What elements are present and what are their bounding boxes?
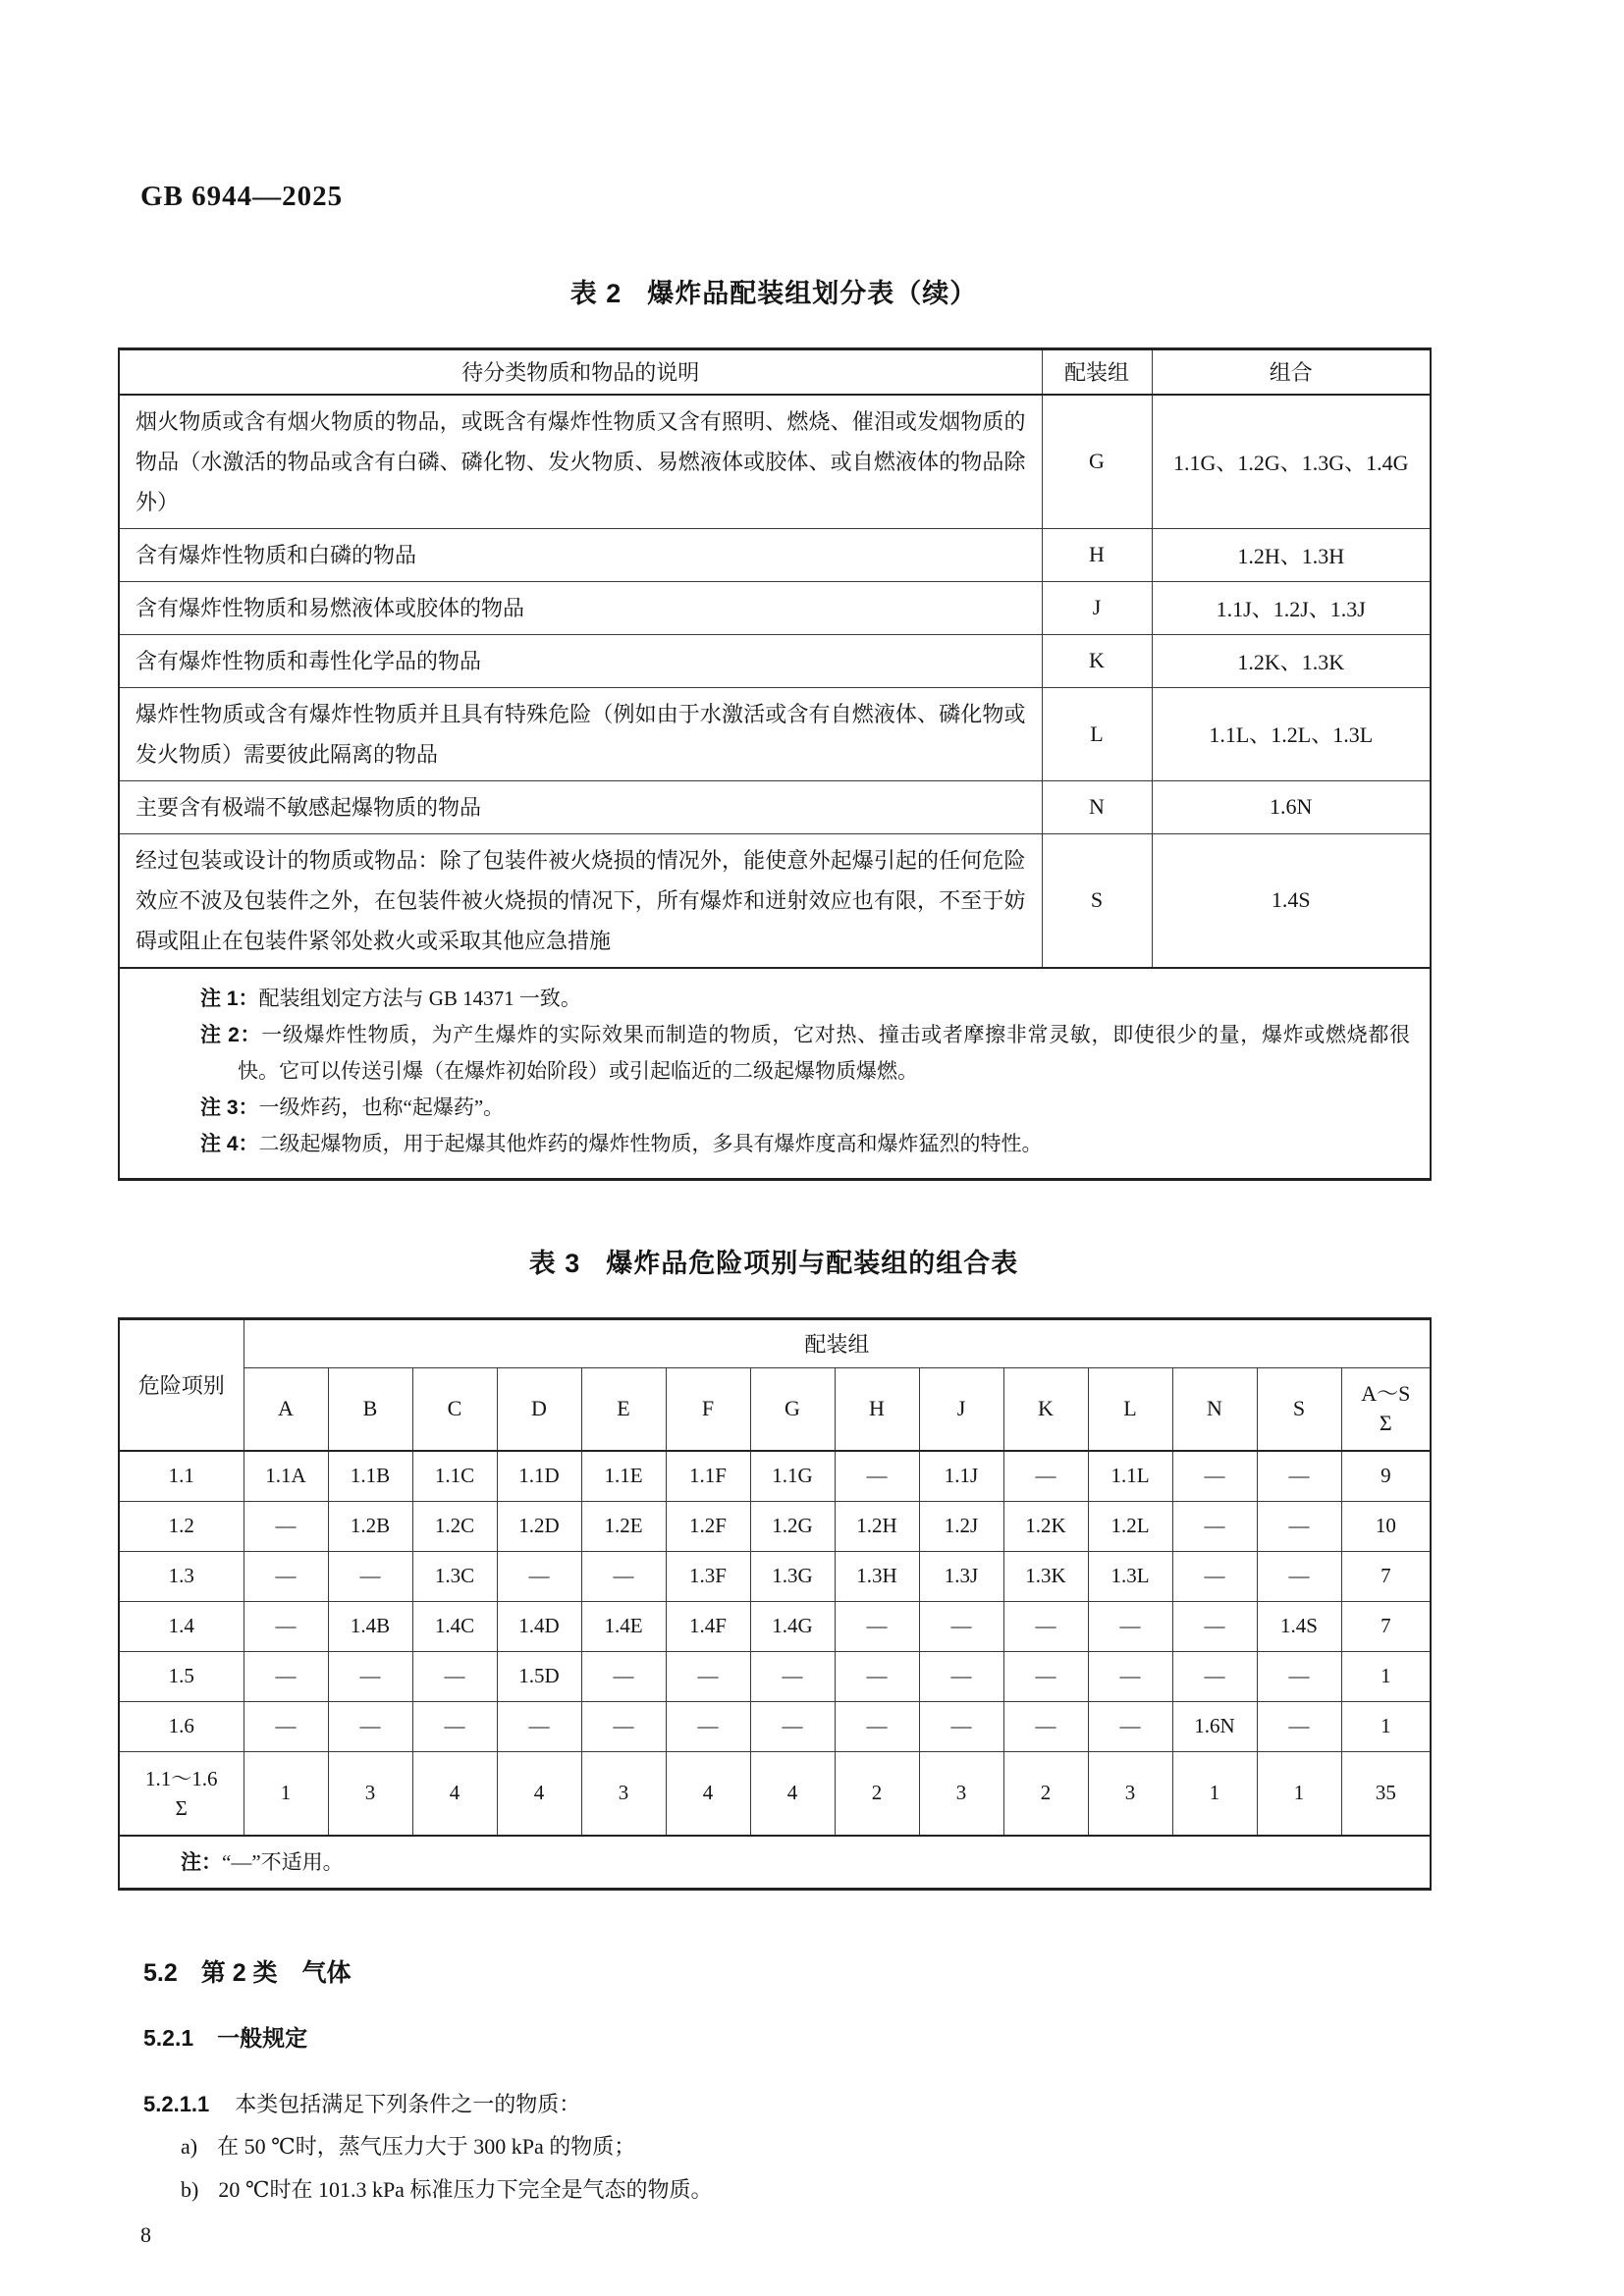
matrix-cell: 2 xyxy=(835,1751,919,1836)
table3-group-header-row xyxy=(119,1318,1431,1367)
table-note: 注 4：二级起爆物质，用于起爆其他炸药的爆炸性物质，多具有爆炸度高和爆炸猛烈的特性。 xyxy=(200,1131,1043,1155)
table3-note-cell xyxy=(119,1836,1431,1890)
table2-row xyxy=(119,528,1431,581)
substance-description: 经过包装或设计的物质或物品：除了包装件被火烧损的情况外，能使意外起爆引起的任何危险效应不波及包装件之外，在包装件被火烧损的情况下，所有爆炸和迸射效应也有限，不至于妨碍或阻止在包装件紧邻处救火或采取其他应急措施 xyxy=(119,833,1042,968)
table3-row xyxy=(119,1701,1431,1751)
matrix-cell: 1 xyxy=(1257,1751,1341,1836)
list-item-a xyxy=(181,2132,1624,2162)
compat-group-code: L xyxy=(1042,687,1152,780)
matrix-cell: 7 xyxy=(1341,1551,1431,1601)
matrix-cell: — xyxy=(919,1701,1003,1751)
table3-header xyxy=(119,1318,1431,1451)
table2-notes-section xyxy=(119,968,1431,1180)
matrix-cell: — xyxy=(497,1551,581,1601)
matrix-cell: 1.3F xyxy=(666,1551,750,1601)
matrix-cell: 1.3J xyxy=(919,1551,1003,1601)
compat-group-code: K xyxy=(1042,634,1152,687)
matrix-cell: 9 xyxy=(1341,1451,1431,1501)
matrix-cell: 1.4D xyxy=(497,1601,581,1651)
matrix-cell: — xyxy=(244,1501,328,1551)
col-header-description: 待分类物质和物品的说明 xyxy=(119,349,1042,395)
matrix-cell: 4 xyxy=(412,1751,497,1836)
table3-letter-header-row xyxy=(119,1367,1431,1451)
matrix-cell: — xyxy=(919,1601,1003,1651)
substance-description: 含有爆炸性物质和易燃液体或胶体的物品 xyxy=(119,581,1042,634)
table2-header-row xyxy=(119,349,1431,395)
col-header-group: 配装组 xyxy=(1042,349,1152,395)
col-header-letter: S xyxy=(1257,1367,1341,1451)
col-header-letter: H xyxy=(835,1367,919,1451)
matrix-cell: 1.3K xyxy=(1003,1551,1088,1601)
col-header-letter: K xyxy=(1003,1367,1088,1451)
clause-number: 5.2.1.1 xyxy=(143,2092,210,2116)
list-item-text: 20 ℃时在 101.3 kPa 标准压力下完全是气态的物质。 xyxy=(218,2177,713,2202)
table2-notes-row xyxy=(119,968,1431,1180)
table3-title-text: 爆炸品危险项别与配装组的组合表 xyxy=(606,1248,1019,1278)
matrix-cell: 1.2L xyxy=(1088,1501,1172,1551)
matrix-cell: 1.1G xyxy=(750,1451,835,1501)
matrix-cell: — xyxy=(244,1701,328,1751)
matrix-cell: 7 xyxy=(1341,1601,1431,1651)
section-number: 5.2 xyxy=(143,1959,178,1987)
matrix-cell: 1.1B xyxy=(328,1451,412,1501)
matrix-cell: 3 xyxy=(919,1751,1003,1836)
table3-note-row xyxy=(119,1836,1431,1890)
table2 xyxy=(118,347,1432,1181)
clause-text: 本类包括满足下列条件之一的物质： xyxy=(235,2092,581,2116)
substance-description: 爆炸性物质或含有爆炸性物质并且具有特殊危险（例如由于水激活或含有自燃液体、磷化物或发火物质）需要彼此隔离的物品 xyxy=(119,687,1042,780)
matrix-cell: — xyxy=(1003,1701,1088,1751)
table2-title-prefix: 表 2 xyxy=(569,279,623,308)
compat-group-code: G xyxy=(1042,395,1152,529)
matrix-cell: — xyxy=(750,1651,835,1701)
matrix-cell: 1.3L xyxy=(1088,1551,1172,1601)
table2-body xyxy=(119,395,1431,968)
matrix-cell: 1.2K xyxy=(1003,1501,1088,1551)
table3 xyxy=(118,1317,1432,1892)
table3-note-section xyxy=(119,1836,1431,1890)
matrix-cell: 1.3H xyxy=(835,1551,919,1601)
matrix-cell: — xyxy=(1257,1701,1341,1751)
matrix-cell: — xyxy=(919,1651,1003,1701)
matrix-cell: 2 xyxy=(1003,1751,1088,1836)
combination-codes: 1.2H、1.3H xyxy=(1152,528,1431,581)
note-label: 注 2： xyxy=(200,1023,262,1046)
matrix-cell: — xyxy=(244,1551,328,1601)
compat-group-code: N xyxy=(1042,780,1152,833)
matrix-cell: — xyxy=(581,1551,666,1601)
table2-title xyxy=(118,272,1430,310)
table3-row xyxy=(119,1751,1431,1836)
page-number: 8 xyxy=(140,2222,151,2247)
matrix-cell: 1.5D xyxy=(497,1651,581,1701)
table2-row xyxy=(119,395,1431,529)
combination-codes: 1.4S xyxy=(1152,833,1431,968)
hazard-division-sigma: Σ xyxy=(175,1795,188,1820)
matrix-cell: 1 xyxy=(244,1751,328,1836)
table2-row xyxy=(119,833,1431,968)
matrix-cell: 1.2B xyxy=(328,1501,412,1551)
combination-codes: 1.1L、1.2L、1.3L xyxy=(1152,687,1431,780)
matrix-cell: 4 xyxy=(497,1751,581,1836)
matrix-cell: — xyxy=(581,1701,666,1751)
hazard-division-label: 1.4 xyxy=(119,1601,244,1651)
matrix-cell: 1.2C xyxy=(412,1501,497,1551)
matrix-cell: — xyxy=(666,1651,750,1701)
matrix-cell: — xyxy=(1172,1551,1257,1601)
matrix-cell: 1.4G xyxy=(750,1601,835,1651)
hazard-division-label xyxy=(119,1751,244,1836)
list-item-label: b) xyxy=(181,2177,199,2202)
matrix-cell: 1.4E xyxy=(581,1601,666,1651)
section-number: 5.2.1 xyxy=(143,2025,194,2051)
note-text: “—”不适用。 xyxy=(222,1850,344,1874)
matrix-cell: — xyxy=(328,1551,412,1601)
matrix-cell: — xyxy=(412,1701,497,1751)
matrix-cell: 1 xyxy=(1172,1751,1257,1836)
matrix-cell: 1.2D xyxy=(497,1501,581,1551)
matrix-cell: — xyxy=(497,1701,581,1751)
col-header-letter: F xyxy=(666,1367,750,1451)
matrix-cell: — xyxy=(1003,1451,1088,1501)
col-header-letter: C xyxy=(412,1367,497,1451)
col-header-letter: A xyxy=(244,1367,328,1451)
matrix-cell: 1.1L xyxy=(1088,1451,1172,1501)
table2-header xyxy=(119,349,1431,395)
matrix-cell: — xyxy=(1257,1651,1341,1701)
matrix-cell: — xyxy=(1257,1551,1341,1601)
matrix-cell: 10 xyxy=(1341,1501,1431,1551)
matrix-cell: — xyxy=(835,1451,919,1501)
hazard-division-label: 1.3 xyxy=(119,1551,244,1601)
matrix-cell: 1.1A xyxy=(244,1451,328,1501)
section-5-2-1-heading xyxy=(143,2020,1624,2053)
matrix-cell: 4 xyxy=(750,1751,835,1836)
matrix-cell: 1.1D xyxy=(497,1451,581,1501)
hazard-division-label: 1.1 xyxy=(119,1451,244,1501)
standard-number: GB 6944—2025 xyxy=(140,181,344,212)
matrix-cell: 4 xyxy=(666,1751,750,1836)
matrix-cell: 1.1J xyxy=(919,1451,1003,1501)
col-header-letter: N xyxy=(1172,1367,1257,1451)
matrix-cell: — xyxy=(750,1701,835,1751)
matrix-cell: 3 xyxy=(1088,1751,1172,1836)
compat-group-code: J xyxy=(1042,581,1152,634)
matrix-cell: — xyxy=(1003,1651,1088,1701)
col-header-letter: L xyxy=(1088,1367,1172,1451)
group-header-compat-group: 配装组 xyxy=(244,1318,1431,1367)
note-label: 注 3： xyxy=(200,1095,259,1119)
matrix-cell: — xyxy=(328,1651,412,1701)
matrix-cell: 1.1E xyxy=(581,1451,666,1501)
col-header-letter: J xyxy=(919,1367,1003,1451)
table-note: 注 1：配装组划定方法与 GB 14371 一致。 xyxy=(200,986,581,1010)
matrix-cell: — xyxy=(1088,1701,1172,1751)
col-header-letter: E xyxy=(581,1367,666,1451)
matrix-cell: 1 xyxy=(1341,1651,1431,1701)
matrix-cell: 1.2H xyxy=(835,1501,919,1551)
matrix-cell: — xyxy=(835,1701,919,1751)
hazard-division-label: 1.6 xyxy=(119,1701,244,1751)
substance-description: 烟火物质或含有烟火物质的物品，或既含有爆炸性物质又含有照明、燃烧、催泪或发烟物质的物品（水激活的物品或含有白磷、磷化物、发火物质、易燃液体或胶体、或自燃液体的物品除外） xyxy=(119,395,1042,529)
matrix-cell: 1.3C xyxy=(412,1551,497,1601)
compat-group-code: H xyxy=(1042,528,1152,581)
sum-header-range: A～S xyxy=(1361,1381,1411,1407)
matrix-cell: — xyxy=(666,1701,750,1751)
table2-title-text: 爆炸品配装组划分表（续） xyxy=(647,279,978,308)
combination-codes: 1.1G、1.2G、1.3G、1.4G xyxy=(1152,395,1431,529)
table-note: 注 2：一级爆炸性物质，为产生爆炸的实际效果而制造的物质，它对热、撞击或者摩擦非常灵敏，即使很少的量，爆炸或燃烧都很快。它可以传送引爆（在爆炸初始阶段）或引起临近的二级起爆物质爆燃。 xyxy=(200,1022,1410,1083)
matrix-cell: 1.2J xyxy=(919,1501,1003,1551)
note-label: 注： xyxy=(181,1851,222,1874)
matrix-cell: 1.4C xyxy=(412,1601,497,1651)
matrix-cell: — xyxy=(835,1651,919,1701)
note-label: 注 4： xyxy=(200,1132,259,1155)
matrix-cell: 1.2G xyxy=(750,1501,835,1551)
matrix-cell: 1.2E xyxy=(581,1501,666,1551)
table-note: 注 3：一级炸药，也称“起爆药”。 xyxy=(200,1095,505,1119)
table2-row xyxy=(119,687,1431,780)
matrix-cell: 35 xyxy=(1341,1751,1431,1836)
matrix-cell: — xyxy=(328,1701,412,1751)
substance-description: 含有爆炸性物质和白磷的物品 xyxy=(119,528,1042,581)
matrix-cell: 1.3G xyxy=(750,1551,835,1601)
table3-row xyxy=(119,1501,1431,1551)
table3-row xyxy=(119,1451,1431,1501)
matrix-cell: 1.4B xyxy=(328,1601,412,1651)
section-5-2-heading xyxy=(143,1953,1624,1989)
table3-row xyxy=(119,1551,1431,1601)
table2-row xyxy=(119,780,1431,833)
table3-title xyxy=(118,1242,1430,1280)
corner-header-hazard-division: 危险项别 xyxy=(119,1318,244,1451)
sum-header-sigma: Σ xyxy=(1379,1411,1392,1436)
table3-row xyxy=(119,1651,1431,1701)
matrix-cell: — xyxy=(1172,1451,1257,1501)
substance-description: 含有爆炸性物质和毒性化学品的物品 xyxy=(119,634,1042,687)
matrix-cell: 1 xyxy=(1341,1701,1431,1751)
col-header-sum xyxy=(1341,1367,1431,1451)
matrix-cell: 1.6N xyxy=(1172,1701,1257,1751)
table2-notes-cell xyxy=(119,968,1431,1180)
matrix-cell: 1.1C xyxy=(412,1451,497,1501)
matrix-cell: — xyxy=(1172,1601,1257,1651)
table3-body xyxy=(119,1451,1431,1836)
matrix-cell: 1.1F xyxy=(666,1451,750,1501)
combination-codes: 1.2K、1.3K xyxy=(1152,634,1431,687)
matrix-cell: 1.2F xyxy=(666,1501,750,1551)
matrix-cell: 3 xyxy=(328,1751,412,1836)
combination-codes: 1.1J、1.2J、1.3J xyxy=(1152,581,1431,634)
matrix-cell: 1.4S xyxy=(1257,1601,1341,1651)
matrix-cell: 1.4F xyxy=(666,1601,750,1651)
list-item-text: 在 50 ℃时，蒸气压力大于 300 kPa 的物质； xyxy=(217,2134,636,2159)
table3-title-prefix: 表 3 xyxy=(528,1248,581,1278)
combination-codes: 1.6N xyxy=(1152,780,1431,833)
note-label: 注 1： xyxy=(200,987,259,1010)
matrix-cell: — xyxy=(1003,1601,1088,1651)
matrix-cell: — xyxy=(412,1651,497,1701)
list-item-b xyxy=(181,2175,1624,2205)
matrix-cell: — xyxy=(1257,1451,1341,1501)
matrix-cell: — xyxy=(1257,1501,1341,1551)
table2-row xyxy=(119,581,1431,634)
matrix-cell: — xyxy=(1172,1501,1257,1551)
hazard-division-range: 1.1～1.6 xyxy=(145,1766,218,1790)
substance-description: 主要含有极端不敏感起爆物质的物品 xyxy=(119,780,1042,833)
matrix-cell: — xyxy=(835,1601,919,1651)
hazard-division-label: 1.5 xyxy=(119,1651,244,1701)
matrix-cell: — xyxy=(1088,1601,1172,1651)
clause-5-2-1-1 xyxy=(143,2088,1624,2118)
list-item-label: a) xyxy=(181,2134,198,2159)
col-header-letter: D xyxy=(497,1367,581,1451)
matrix-cell: — xyxy=(581,1651,666,1701)
col-header-letter: B xyxy=(328,1367,412,1451)
matrix-cell: — xyxy=(244,1601,328,1651)
matrix-cell: 3 xyxy=(581,1751,666,1836)
col-header-letter: G xyxy=(750,1367,835,1451)
section-title: 第 2 类 气体 xyxy=(200,1959,352,1987)
table3-row xyxy=(119,1601,1431,1651)
matrix-cell: — xyxy=(244,1651,328,1701)
matrix-cell: — xyxy=(1172,1651,1257,1701)
section-title: 一般规定 xyxy=(217,2025,308,2051)
table2-row xyxy=(119,634,1431,687)
hazard-division-label: 1.2 xyxy=(119,1501,244,1551)
matrix-cell: — xyxy=(1088,1651,1172,1701)
col-header-combo: 组合 xyxy=(1152,349,1431,395)
compat-group-code: S xyxy=(1042,833,1152,968)
